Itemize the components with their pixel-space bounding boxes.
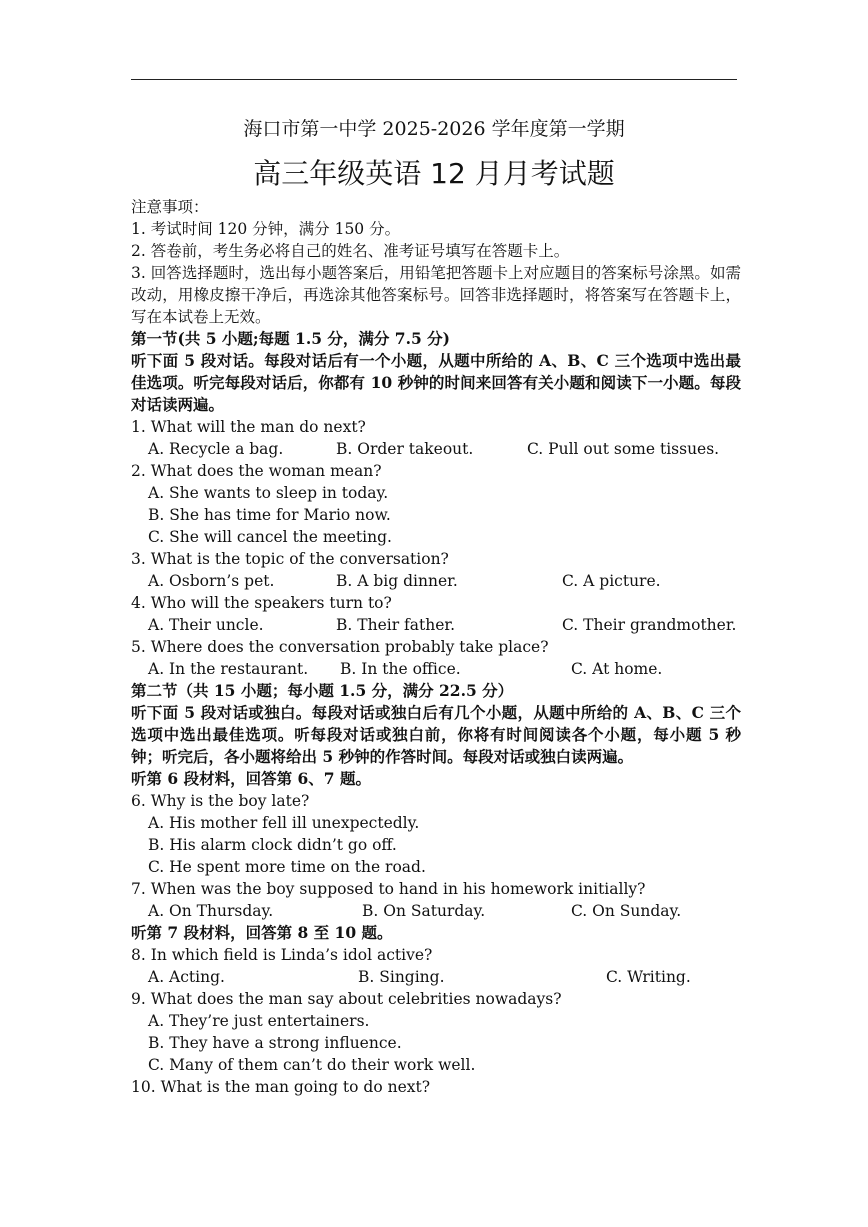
q1-option-b: B. Order takeout. [336, 440, 474, 458]
q5-options [131, 658, 741, 680]
q6-option-c: C. He spent more time on the road. [148, 858, 426, 876]
top-rule [131, 79, 737, 80]
q10-stem: 10. What is the man going to do next? [131, 1078, 431, 1096]
q2-stem: 2. What does the woman mean? [131, 462, 382, 480]
notes-heading: 注意事项： [131, 198, 209, 216]
q3-option-c: C. A picture. [562, 572, 661, 590]
q4-stem: 4. Who will the speakers turn to? [131, 594, 392, 612]
q4-option-c: C. Their grandmother. [562, 616, 737, 634]
q9-option-c: C. Many of them can’t do their work well. [148, 1056, 476, 1074]
q5-stem: 5. Where does the conversation probably take place? [131, 638, 549, 656]
q2-option-a: A. She wants to sleep in today. [148, 484, 389, 502]
exam-title: 高三年级英语 12 月月考试题 [253, 157, 615, 190]
q9-stem: 9. What does the man say about celebrities nowadays? [131, 990, 562, 1008]
q8-option-b: B. Singing. [358, 968, 445, 986]
q1-stem: 1. What will the man do next? [131, 418, 366, 436]
q7-option-b: B. On Saturday. [362, 902, 486, 920]
q7-option-a: A. On Thursday. [148, 902, 274, 920]
q3-stem: 3. What is the topic of the conversation? [131, 550, 449, 568]
q1-options [131, 438, 741, 460]
q4-option-a: A. Their uncle. [148, 616, 264, 634]
q5-option-c: C. At home. [571, 660, 663, 678]
section2-instructions: 听下面 5 段对话或独白。每段对话或独白后有几个小题，从题中所给的 A、B、C 三个选项中选出最佳选项。听每段对话或独白前，你将有时间阅读各个小题，每小题 5 秒钟；听完后，各小题将给出 5 秒钟的作答时间。每段对话或独白读两遍。 [131, 703, 741, 766]
q2-option-c: C. She will cancel the meeting. [148, 528, 392, 546]
q7-options [131, 900, 741, 922]
q8-options [131, 966, 741, 988]
q4-option-b: B. Their father. [336, 616, 456, 634]
section2-heading: 第二节（共 15 小题；每小题 1.5 分，满分 22.5 分） [131, 681, 514, 700]
q5-option-b: B. In the office. [340, 660, 461, 678]
note-item-2: 2. 答卷前，考生务必将自己的姓名、准考证号填写在答题卡上。 [131, 242, 570, 260]
section1-instructions: 听下面 5 段对话。每段对话后有一个小题，从题中所给的 A、B、C 三个选项中选出最佳选项。听完每段对话后，你都有 10 秒钟的时间来回答有关小题和阅读下一小题。每段对话读两遍。 [131, 351, 741, 414]
q3-options [131, 570, 741, 592]
section1-heading: 第一节(共 5 小题;每题 1.5 分，满分 7.5 分) [131, 329, 450, 348]
q7-stem: 7. When was the boy supposed to hand in his homework initially? [131, 880, 646, 898]
q8-stem: 8. In which field is Linda’s idol active? [131, 946, 433, 964]
school-line: 海口市第一中学 2025-2026 学年度第一学期 [243, 118, 625, 140]
q1-option-a: A. Recycle a bag. [148, 440, 284, 458]
q6-option-b: B. His alarm clock didn’t go off. [148, 836, 397, 854]
q6-stem: 6. Why is the boy late? [131, 792, 310, 810]
q7-option-c: C. On Sunday. [571, 902, 682, 920]
q1-option-c: C. Pull out some tissues. [527, 440, 720, 458]
q9-option-a: A. They’re just entertainers. [148, 1012, 370, 1030]
q4-options [131, 614, 741, 636]
q2-option-b: B. She has time for Mario now. [148, 506, 391, 524]
q8-option-a: A. Acting. [148, 968, 225, 986]
note-item-1: 1. 考试时间 120 分钟，满分 150 分。 [131, 220, 401, 238]
note-item-3: 3. 回答选择题时，选出每小题答案后，用铅笔把答题卡上对应题目的答案标号涂黑。如需改动，用橡皮擦干净后，再选涂其他答案标号。回答非选择题时，将答案写在答题卡上，写在本试卷上无效。 [131, 264, 741, 326]
q6-option-a: A. His mother fell ill unexpectedly. [148, 814, 420, 832]
q9-option-b: B. They have a strong influence. [148, 1034, 402, 1052]
q5-option-a: A. In the restaurant. [148, 660, 309, 678]
q3-option-a: A. Osborn’s pet. [148, 572, 275, 590]
exam-body [131, 196, 741, 1098]
material-7-heading: 听第 7 段材料，回答第 8 至 10 题。 [131, 923, 393, 942]
q8-option-c: C. Writing. [606, 968, 691, 986]
material-6-heading: 听第 6 段材料，回答第 6、7 题。 [131, 769, 371, 788]
q3-option-b: B. A big dinner. [336, 572, 458, 590]
